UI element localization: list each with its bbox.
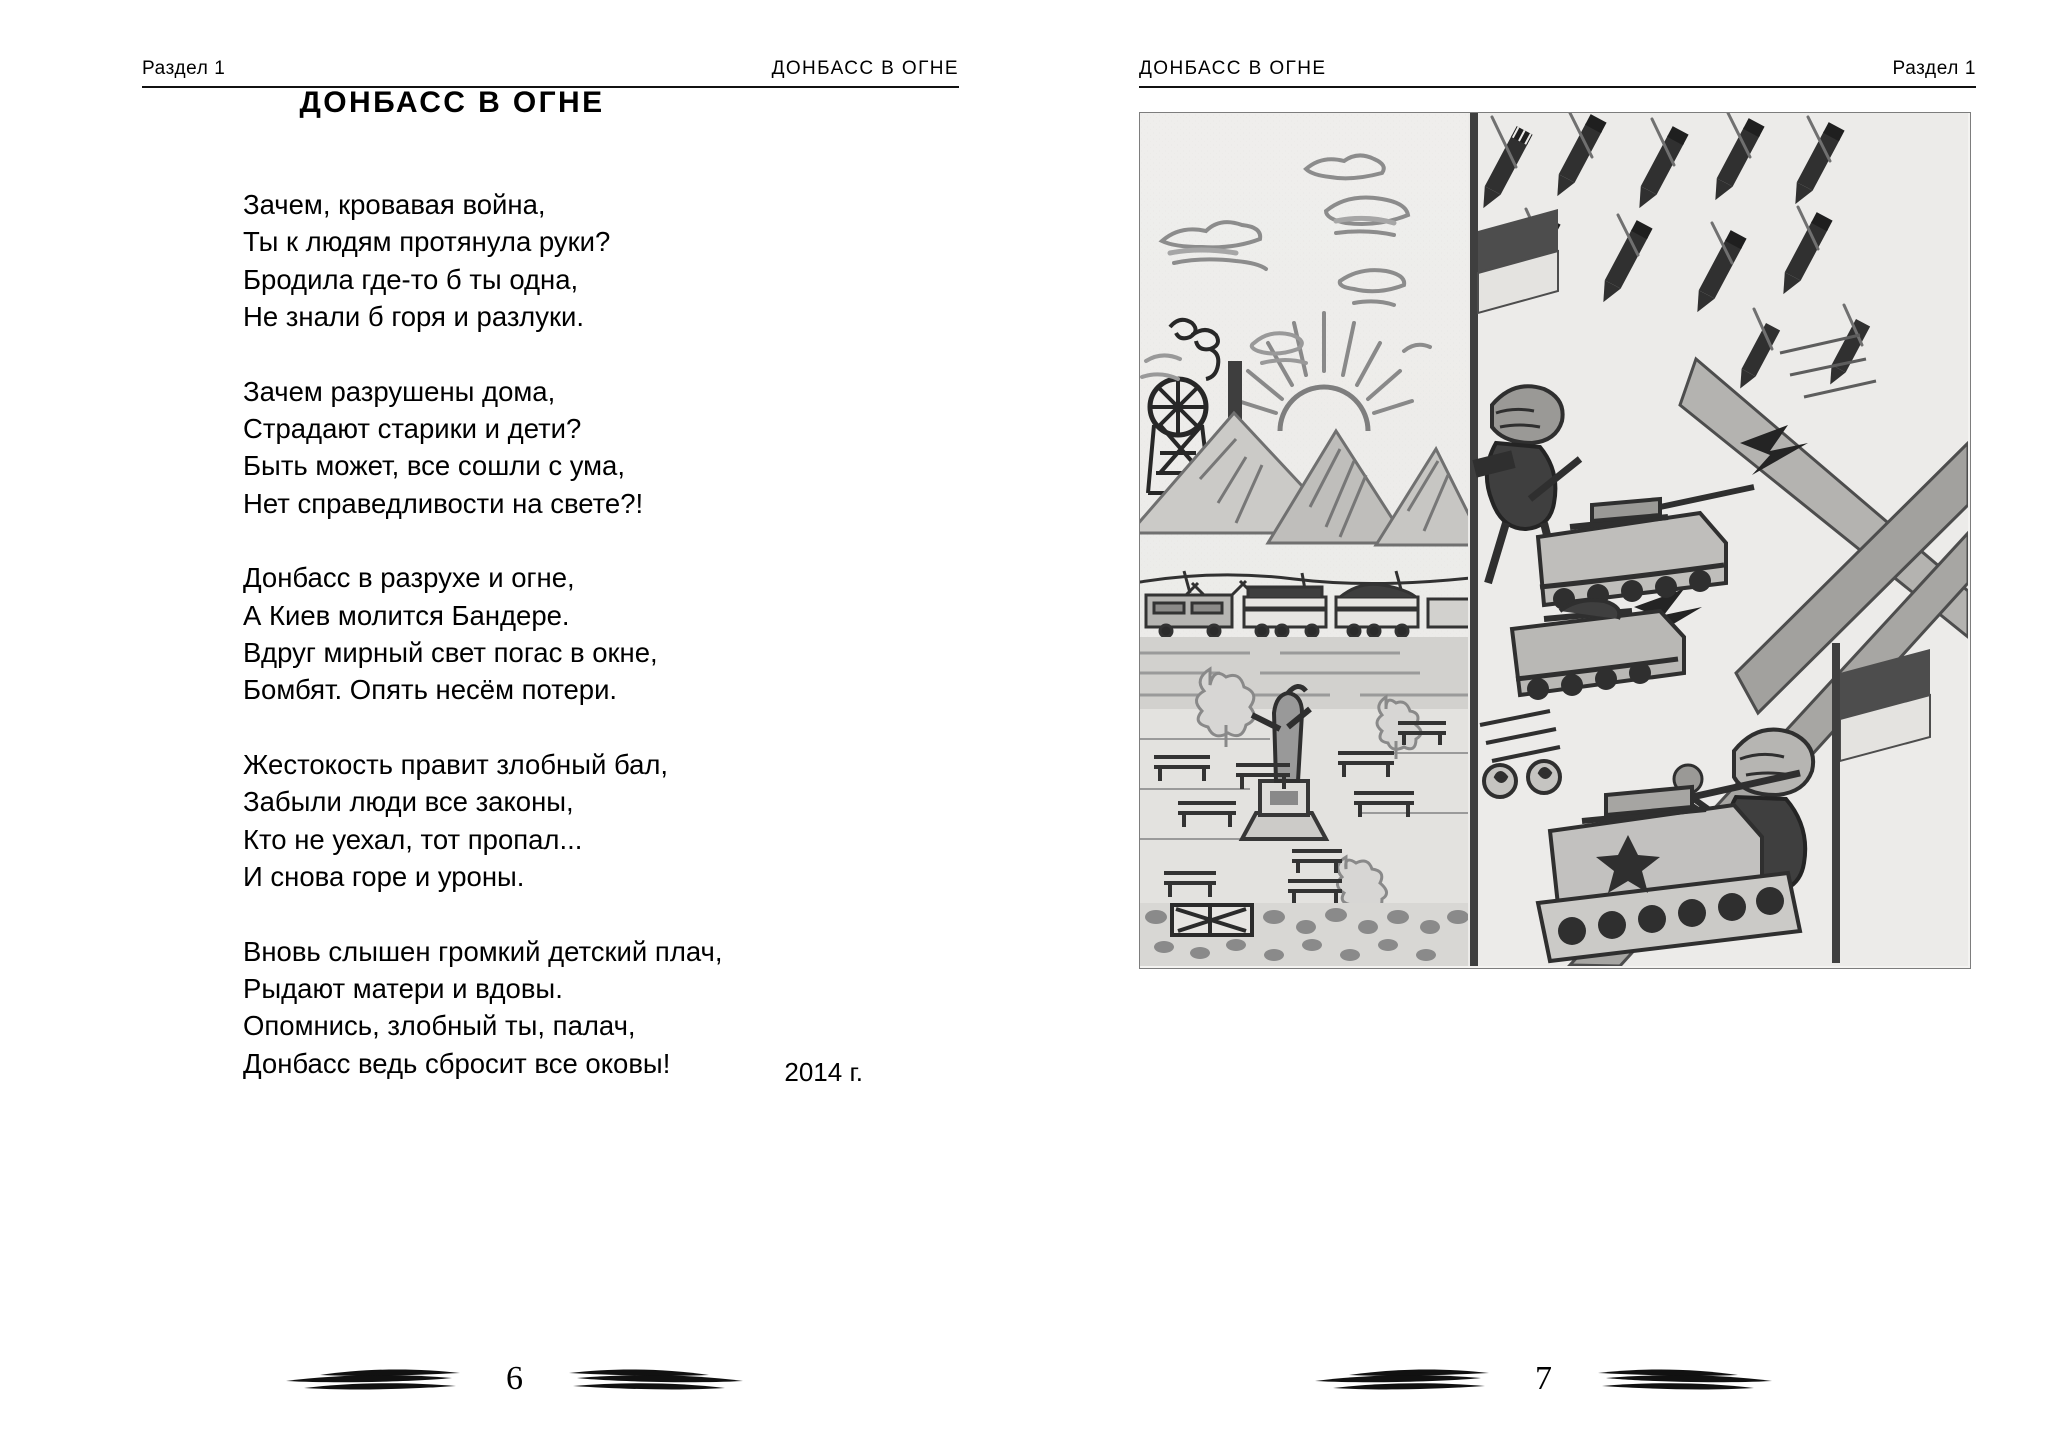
- poem-line: Бомбят. Опять несём потери.: [243, 674, 618, 706]
- poem-line: Страдают старики и дети?: [243, 413, 582, 445]
- poem-line: Вдруг мирный свет погас в окне,: [243, 637, 658, 669]
- poem-line: И снова горе и уроны.: [243, 861, 525, 893]
- poem-stanza: [243, 559, 943, 709]
- folio-left: [0, 1362, 1029, 1396]
- poem-line: Донбасс ведь сбросит все оковы!: [243, 1047, 671, 1079]
- poem-line: Забыли люди все законы,: [243, 786, 574, 818]
- running-head-section: Раздел 1: [142, 58, 226, 79]
- ornament-left-icon: [1313, 1362, 1513, 1396]
- poem-stanza: [243, 186, 943, 336]
- running-head-section: Раздел 1: [1892, 58, 1976, 79]
- running-head-right: [1139, 58, 1976, 80]
- right-page: [1029, 0, 2058, 1454]
- poem-line: А Киев молится Бандере.: [243, 599, 570, 631]
- poem-line: Нет справедливости на свете?!: [243, 487, 644, 519]
- poem-line: Вновь слышен громкий детский плач,: [243, 935, 723, 967]
- illustration: [1139, 112, 1971, 969]
- poem-line: Рыдают матери и вдовы.: [243, 972, 563, 1004]
- folio-right: [1029, 1362, 2058, 1396]
- page-number: 6: [506, 1360, 523, 1397]
- poem-line: Быть может, все сошли с ума,: [243, 450, 625, 482]
- poem-line: Жестокость правит злобный бал,: [243, 748, 669, 780]
- poem-line: Бродила где-то б ты одна,: [243, 263, 579, 295]
- ornament-left-icon: [284, 1362, 484, 1396]
- ornament-right-icon: [1574, 1362, 1774, 1396]
- poem-stanza: [243, 373, 943, 523]
- page-number: 7: [1535, 1360, 1552, 1397]
- ornament-right-icon: [545, 1362, 745, 1396]
- running-head-title: ДОНБАСС В ОГНЕ: [771, 58, 959, 79]
- poem-line: Зачем разрушены дома,: [243, 375, 556, 407]
- page-title: ДОНБАСС В ОГНЕ: [299, 86, 605, 119]
- running-head-rule: [1139, 86, 1976, 88]
- poem-line: Зачем, кровавая война,: [243, 189, 546, 220]
- poem-text: [243, 186, 943, 1119]
- poem-line: Ты к людям протянула руки?: [243, 226, 611, 258]
- running-head-left: [142, 58, 959, 80]
- poem-line: Опомнись, злобный ты, палач,: [243, 1010, 636, 1042]
- running-head-title: ДОНБАСС В ОГНЕ: [1139, 58, 1327, 79]
- poem-stanza: [243, 746, 943, 896]
- poem-line: Кто не уехал, тот пропал...: [243, 823, 583, 855]
- poem-line: Не знали б горя и разлуки.: [243, 301, 584, 333]
- poem-line: Донбасс в разрухе и огне,: [243, 562, 575, 594]
- poem-date: 2014 г.: [784, 1057, 863, 1087]
